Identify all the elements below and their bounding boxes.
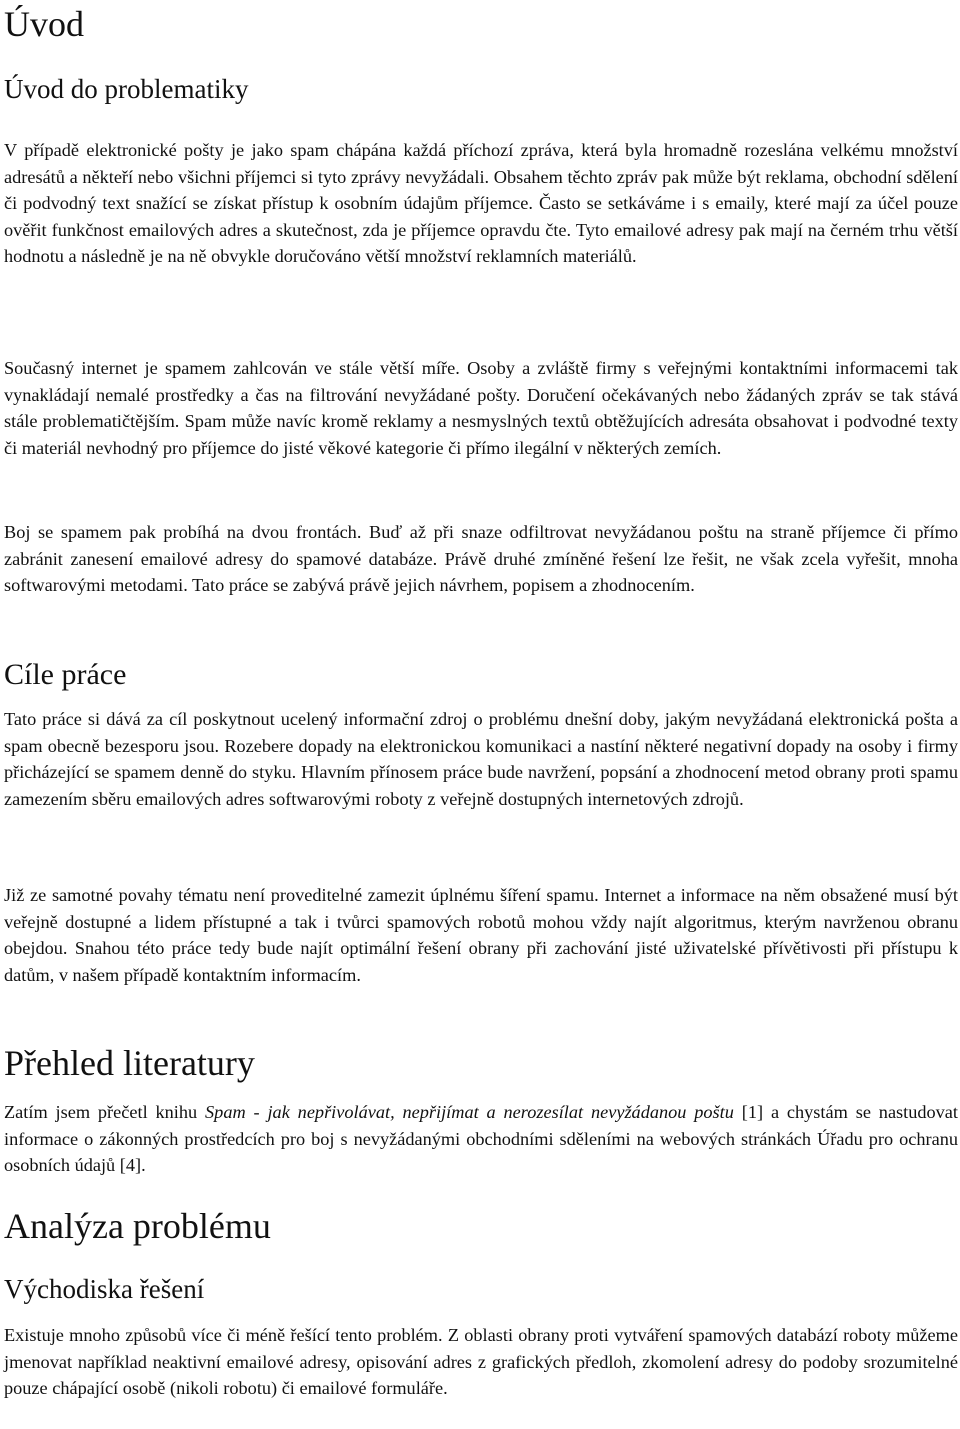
- paragraph-uvod-2: Současný internet je spamem zahlcován ve stále větší míře. Osoby a zvláště firmy s veřejnými kontaktními informacemi tak vynakládají nemalé prostředky a čas na filtrování nevyžádané pošty. Doručení očekávaných nebo žádaných zpráv se tak stává stále problematičtějším. Spam může navíc kromě reklamy a nesmyslných textů obtěžujících adresáta obsahovat i podvodné texty či materiál nevhodný pro příjemce do jisté věkové kategorie či přímo ilegální v některých zemích.: [4, 358, 958, 458]
- subheading-uvod-do-problematiky: Úvod do problematiky: [4, 74, 249, 104]
- prehled-text-end: [1] a chystám se nastudovat informace o zákonných prostředcích pro boj s nevyžádanými obchodními sděleními na webových stránkách Úřadu pro ochranu osobních údajů [4].: [4, 1102, 959, 1175]
- paragraph-uvod-3: Boj se spamem pak probíhá na dvou frontách. Buď až při snaze odfiltrovat nevyžádanou poštu na straně příjemce či přímo zabránit zanesení emailové adresy do spamové databáze. Právě druhé zmíněné řešení lze řešit, ne však zcela vyřešit, mnoha softwarovými metodami. Tato práce se zabývá právě jejich návrhem, popisem a zhodnocením.: [4, 522, 958, 595]
- paragraph-uvod-1: V případě elektronické pošty je jako spam chápána každá příchozí zpráva, která byla hromadně rozeslána velkému množství adresátů a někteří nebo všichni příjemci si tyto zprávy nevyžádali. Obsahem těchto zpráv pak může být reklama, obchodní sdělení či podvodný text snažící se získat přístup k osobním údajům příjemce. Často se setkáváme i s emaily, které mají za účel pouze ověřit funkčnost emailových adres a skutečnost, zda je příjemce opravdu čte. Tyto emailové adresy pak mají na černém trhu větší hodnotu a následně je na ně obvykle doručováno větší množství reklamních materiálů.: [4, 140, 958, 266]
- book-title: Spam - jak nepřivolávat, nepřijímat a nerozesílat nevyžádanou poštu: [205, 1102, 734, 1122]
- paragraph-cile-2: Již ze samotné povahy tématu není proveditelné zamezit úplnému šíření spamu. Internet a informace na něm obsažené musí být veřejně dostupné a lidem přístupné a tak i tvůrci spamových robotů mohou vždy najít algoritmus, kterým navrženou obranu obejdou. Snahou této práce tedy bude najít optimální řešení obrany při zachování jisté uživatelské přívětivosti při přístupu k datům, v našem případě kontaktním informacím.: [4, 885, 958, 985]
- paragraph-cile-1: Tato práce si dává za cíl poskytnout ucelený informační zdroj o problému dnešní doby, jakým nevyžádaná elektronická pošta a spam obecně bezesporu jsou. Rozebere dopady na elektronickou komunikaci a nastíní některé negativní dopady na osoby i firmy přicházející se spamem denně do styku. Hlavním přínosem práce bude navržení, popsání a zhodnocení metod obrany proti spamu zamezením sběru emailových adres softwarovými roboty z veřejně dostupných internetových zdrojů.: [4, 709, 958, 809]
- heading-cile-prace: Cíle práce: [4, 658, 127, 691]
- heading-uvod: Úvod: [4, 4, 84, 44]
- heading-prehled-literatury: Přehled literatury: [4, 1043, 255, 1083]
- heading-analyza-problemu: Analýza problému: [4, 1206, 271, 1246]
- paragraph-analyza-1: Existuje mnoho způsobů více či méně řešící tento problém. Z oblasti obrany proti vytváření spamových databází roboty můžeme jmenovat například neaktivní emailové adresy, opisování adres z grafických předloh, zkomolení adresy do podoby srozumitelné pouze chápající osobě (nikoli robotu) či emailové formuláře.: [4, 1325, 958, 1398]
- prehled-text-start: Zatím jsem přečetl knihu: [4, 1102, 206, 1122]
- subheading-vychodiska-reseni: Východiska řešení: [4, 1274, 205, 1304]
- paragraph-prehled-1: [4, 1099, 958, 1179]
